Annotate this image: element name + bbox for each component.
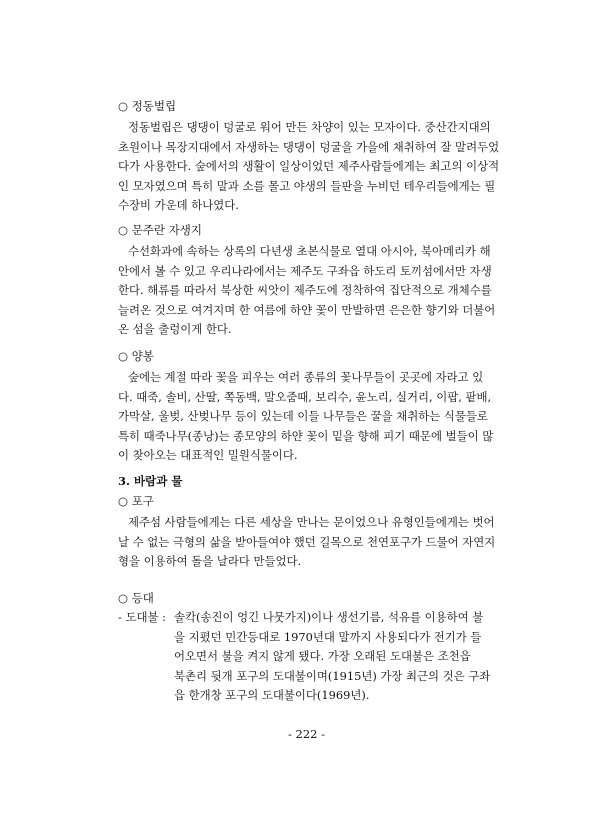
section-body-pogu	[118, 513, 523, 572]
paragraph-line: 읍 한개창 포구의 도대불이다(1969년).	[174, 688, 370, 703]
paragraph-line: 솔칵(송진이 엉긴 나뭇가지)이나 생선기름, 석유를 이용하여 불	[174, 610, 484, 624]
paragraph-line: 안에서 볼 수 있고 우리나라에서는 제주도 구좌읍 하도리 토끼섬에서만 자생	[118, 263, 492, 278]
paragraph-line: 을 지폈던 민간등대로 1970년대 말까지 사용되다가 전기가 들	[174, 629, 482, 644]
definition-body	[174, 608, 526, 706]
paragraph-line: 다가 사용한다. 숲에서의 생활이 일상이었던 제주사람들에게는 최고의 이상적	[118, 159, 500, 174]
paragraph-line: 늘려온 것으로 여겨지며 한 여름에 하얀 꽃이 만발하면 은은한 향기와 더불어	[118, 302, 496, 317]
chapter-heading: 3. 바람과 물	[118, 474, 183, 488]
paragraph-line: 수선화과에 속하는 상록의 다년생 초본식물로 열대 아시아, 북아메리카 해	[128, 244, 491, 258]
definition-term: - 도대불 :	[118, 610, 166, 624]
paragraph-line: 다. 때죽, 솔비, 산딸, 쪽동백, 말오줌때, 보리수, 윤노리, 실거리, 이팝, 팥배,	[118, 389, 492, 404]
paragraph-line: 날 수 없는 극형의 삶을 받아들여야 했던 길목으로 천연포구가 드물어 자연지	[118, 534, 496, 549]
section-body-munjuran	[118, 242, 523, 340]
paragraph-line: 형을 이용하여 돌을 날라다 만들었다.	[118, 554, 302, 569]
paragraph-line: 특히 때죽나무(종낭)는 종모양의 하얀 꽃이 밑을 향해 피기 때문에 벌들이 많	[118, 428, 494, 443]
paragraph-line: 숲에는 계절 따라 꽃을 피우는 여러 종류의 꽃나무들이 곳곳에 자라고 있	[128, 370, 484, 384]
paragraph-line: 가막살, 울벚, 산벚나무 등이 있는데 이들 나무들은 꿀을 채취하는 식물들로	[118, 409, 488, 424]
paragraph-line: 한다. 해류를 따라서 북상한 씨앗이 제주도에 정착하여 집단적으로 개체수를	[118, 283, 492, 298]
paragraph-line: 온 섬을 출렁이게 한다.	[118, 322, 232, 337]
section-title-pogu: ○ 포구	[118, 494, 154, 508]
section-body-jeongdong-beollip	[118, 118, 523, 216]
section-title-deungdae: ○ 등대	[118, 591, 154, 605]
section-title-jeongdong-beollip: ○ 정동벌립	[118, 99, 177, 113]
paragraph-line: 정동벌립은 댕댕이 덩굴로 워어 만든 차양이 있는 모자이다. 중산간지대의	[128, 120, 491, 134]
paragraph-line: 제주섬 사람들에게는 다른 세상을 만나는 문이었으나 유형인들에게는 벗어	[128, 515, 495, 529]
section-body-yangbong	[118, 368, 523, 466]
paragraph-line: 수장비 가운데 하나였다.	[118, 198, 239, 213]
page-number: - 222 -	[287, 727, 326, 741]
paragraph-line: 이 찾아오는 대표적인 밀원식물이다.	[118, 448, 298, 463]
paragraph-line: 어오면서 불을 켜지 않게 됐다. 가장 오래된 도대불은 조천읍	[174, 649, 471, 664]
paragraph-line: 초원이나 목장지대에서 자생하는 댕댕이 덩굴을 가을에 채취하여 잘 말려두었	[118, 139, 500, 154]
section-title-munjuran: ○ 문주란 자생지	[118, 223, 202, 237]
paragraph-line: 인 모자였으며 특히 말과 소를 몰고 야생의 들판을 누비던 테우리들에게는 필	[118, 178, 496, 193]
section-title-yangbong: ○ 양봉	[118, 349, 154, 363]
paragraph-line: 북촌리 뒷개 포구의 도대불이며(1915년) 가장 최근의 것은 구좌	[174, 668, 491, 683]
